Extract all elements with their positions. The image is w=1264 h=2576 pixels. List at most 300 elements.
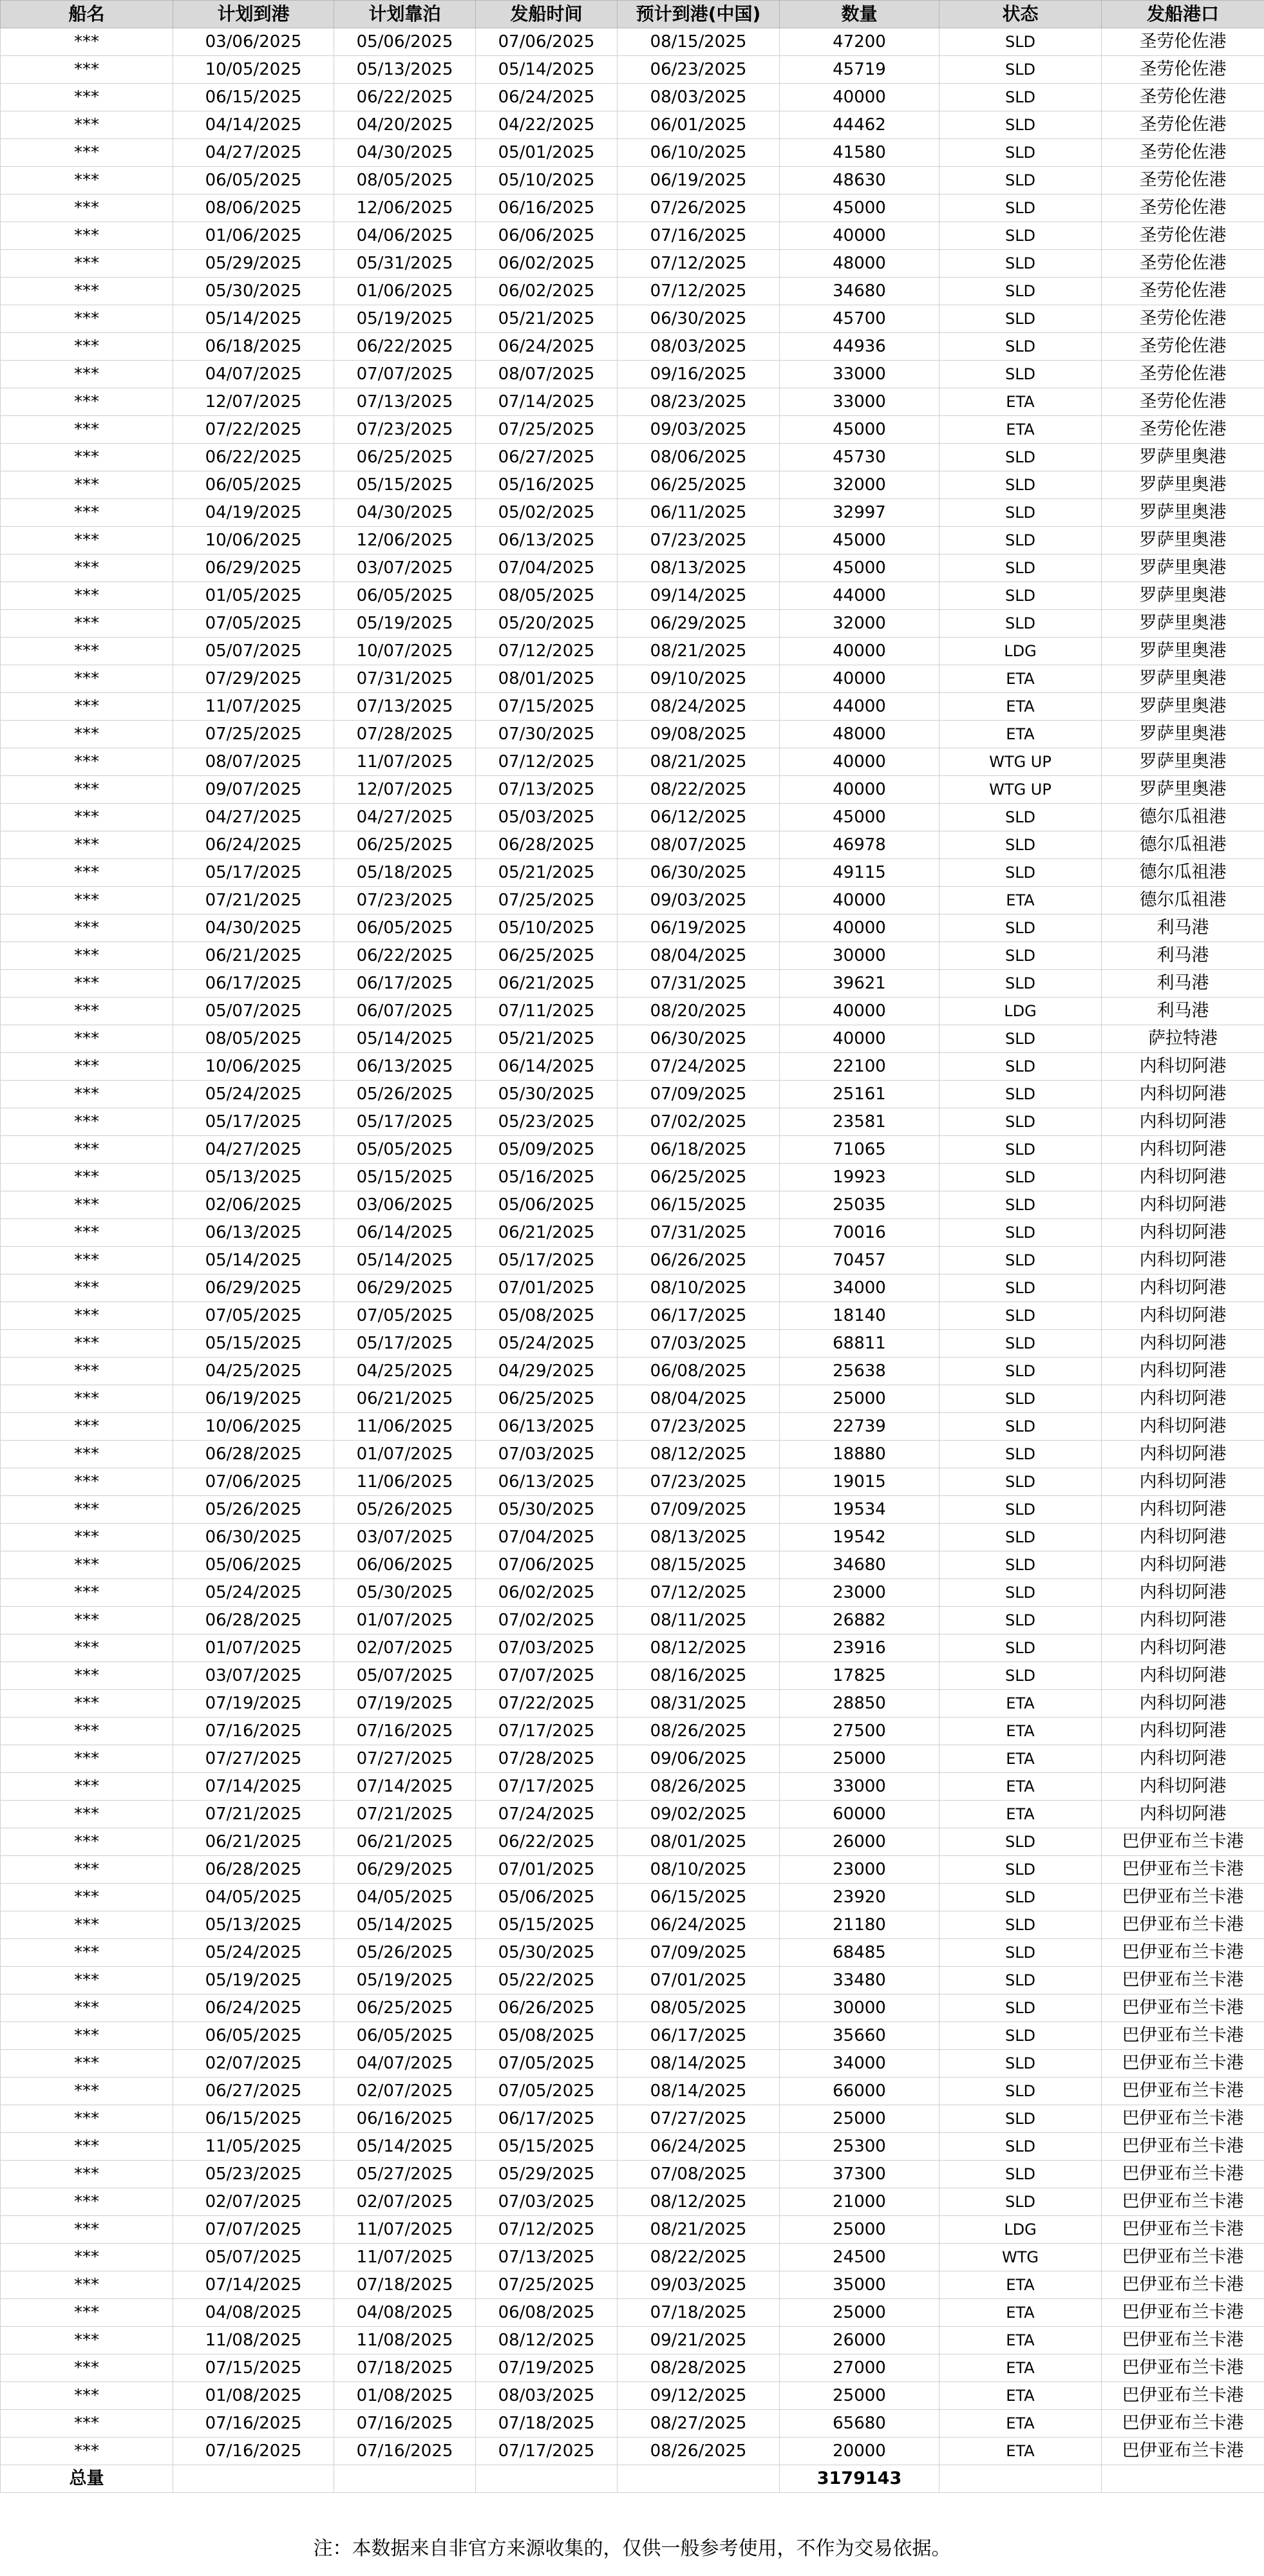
cell-planned-berthing: 07/05/2025: [334, 1302, 476, 1330]
cell-loading-port: 巴伊亚布兰卡港: [1102, 2078, 1264, 2105]
cell-eta-china: 06/30/2025: [618, 1025, 780, 1053]
cell-loading-port: 圣劳伦佐港: [1102, 250, 1264, 278]
cell-status: SLD: [939, 139, 1102, 167]
cell-vessel-name: ***: [1, 1191, 173, 1219]
cell-eta-china: 08/12/2025: [618, 1634, 780, 1662]
cell-planned-arrival: 06/30/2025: [173, 1524, 334, 1551]
cell-planned-berthing: 05/06/2025: [334, 28, 476, 56]
cell-quantity: 40000: [780, 222, 939, 250]
cell-vessel-name: ***: [1, 665, 173, 693]
cell-status: SLD: [939, 610, 1102, 638]
cell-quantity: 32000: [780, 471, 939, 499]
cell-departure-time: 07/06/2025: [476, 1551, 618, 1579]
cell-planned-arrival: 11/07/2025: [173, 693, 334, 721]
cell-planned-arrival: 08/05/2025: [173, 1025, 334, 1053]
cell-departure-time: 05/24/2025: [476, 1330, 618, 1358]
cell-planned-arrival: 05/24/2025: [173, 1081, 334, 1108]
table-row: [1, 2105, 1264, 2133]
cell-status: SLD: [939, 471, 1102, 499]
cell-vessel-name: ***: [1, 776, 173, 804]
cell-planned-arrival: 06/22/2025: [173, 444, 334, 471]
cell-status: SLD: [939, 2161, 1102, 2188]
cell-eta-china: 08/03/2025: [618, 333, 780, 361]
cell-departure-time: 06/02/2025: [476, 1579, 618, 1607]
cell-loading-port: 巴伊亚布兰卡港: [1102, 1994, 1264, 2022]
cell-quantity: 20000: [780, 2438, 939, 2465]
cell-status: SLD: [939, 250, 1102, 278]
cell-eta-china: 07/12/2025: [618, 1579, 780, 1607]
cell-eta-china: 07/31/2025: [618, 970, 780, 998]
cell-loading-port: 内科切阿港: [1102, 1191, 1264, 1219]
table-row: [1, 1081, 1264, 1108]
cell-loading-port: 内科切阿港: [1102, 1662, 1264, 1690]
cell-departure-time: 07/12/2025: [476, 2216, 618, 2244]
cell-eta-china: 06/19/2025: [618, 167, 780, 194]
cell-departure-time: 07/13/2025: [476, 2244, 618, 2271]
cell-vessel-name: ***: [1, 56, 173, 84]
cell-loading-port: 巴伊亚布兰卡港: [1102, 2188, 1264, 2216]
cell-departure-time: 06/25/2025: [476, 1385, 618, 1413]
cell-planned-berthing: 07/31/2025: [334, 665, 476, 693]
cell-vessel-name: ***: [1, 139, 173, 167]
cell-vessel-name: ***: [1, 1330, 173, 1358]
cell-vessel-name: ***: [1, 416, 173, 444]
cell-status: ETA: [939, 665, 1102, 693]
cell-planned-arrival: 06/15/2025: [173, 84, 334, 111]
cell-departure-time: 08/05/2025: [476, 582, 618, 610]
cell-eta-china: 08/23/2025: [618, 388, 780, 416]
cell-status: SLD: [939, 333, 1102, 361]
cell-vessel-name: ***: [1, 2078, 173, 2105]
cell-quantity: 39621: [780, 970, 939, 998]
cell-status: ETA: [939, 693, 1102, 721]
cell-planned-arrival: 06/27/2025: [173, 2078, 334, 2105]
cell-loading-port: 内科切阿港: [1102, 1247, 1264, 1274]
cell-status: ETA: [939, 1745, 1102, 1773]
cell-planned-arrival: 05/24/2025: [173, 1939, 334, 1967]
cell-quantity: 23000: [780, 1579, 939, 1607]
cell-planned-arrival: 04/14/2025: [173, 111, 334, 139]
cell-planned-arrival: 07/06/2025: [173, 1468, 334, 1496]
table-row: [1, 970, 1264, 998]
cell-departure-time: 05/01/2025: [476, 139, 618, 167]
cell-quantity: 40000: [780, 1025, 939, 1053]
cell-departure-time: 05/23/2025: [476, 1108, 618, 1136]
cell-eta-china: 08/15/2025: [618, 1551, 780, 1579]
cell-vessel-name: ***: [1, 748, 173, 776]
cell-eta-china: 09/06/2025: [618, 1745, 780, 1773]
cell-planned-berthing: 05/19/2025: [334, 1967, 476, 1994]
table-row: [1, 1330, 1264, 1358]
cell-eta-china: 06/18/2025: [618, 1136, 780, 1164]
cell-departure-time: 07/06/2025: [476, 28, 618, 56]
cell-loading-port: 圣劳伦佐港: [1102, 305, 1264, 333]
cell-eta-china: 08/14/2025: [618, 2078, 780, 2105]
cell-vessel-name: ***: [1, 305, 173, 333]
cell-vessel-name: ***: [1, 914, 173, 942]
cell-planned-arrival: 04/19/2025: [173, 499, 334, 527]
cell-status: SLD: [939, 1385, 1102, 1413]
cell-loading-port: 巴伊亚布兰卡港: [1102, 2271, 1264, 2299]
table-row: [1, 1911, 1264, 1939]
cell-eta-china: 08/22/2025: [618, 2244, 780, 2271]
cell-departure-time: 05/06/2025: [476, 1884, 618, 1911]
cell-quantity: 34680: [780, 1551, 939, 1579]
cell-quantity: 25000: [780, 2105, 939, 2133]
cell-status: ETA: [939, 2410, 1102, 2438]
cell-planned-berthing: 04/30/2025: [334, 499, 476, 527]
table-row: [1, 1607, 1264, 1634]
total-row: [1, 2465, 1264, 2493]
cell-quantity: 27500: [780, 1718, 939, 1745]
table-row: [1, 1939, 1264, 1967]
table-row: [1, 1468, 1264, 1496]
cell-planned-berthing: 05/14/2025: [334, 1025, 476, 1053]
cell-departure-time: 05/08/2025: [476, 2022, 618, 2050]
cell-quantity: 68811: [780, 1330, 939, 1358]
cell-eta-china: 08/16/2025: [618, 1662, 780, 1690]
cell-planned-berthing: 07/28/2025: [334, 721, 476, 748]
table-row: [1, 1828, 1264, 1856]
table-row: [1, 2410, 1264, 2438]
cell-loading-port: 内科切阿港: [1102, 1330, 1264, 1358]
cell-status: ETA: [939, 388, 1102, 416]
cell-status: SLD: [939, 1967, 1102, 1994]
table-row: [1, 1662, 1264, 1690]
cell-status: SLD: [939, 554, 1102, 582]
cell-departure-time: 05/30/2025: [476, 1939, 618, 1967]
cell-vessel-name: ***: [1, 388, 173, 416]
cell-loading-port: 利马港: [1102, 970, 1264, 998]
table-row: [1, 1690, 1264, 1718]
cell-vessel-name: ***: [1, 1773, 173, 1801]
cell-quantity: 48630: [780, 167, 939, 194]
table-row: [1, 1358, 1264, 1385]
cell-quantity: 22739: [780, 1413, 939, 1441]
cell-planned-berthing: 05/19/2025: [334, 610, 476, 638]
cell-departure-time: 07/17/2025: [476, 2438, 618, 2465]
cell-quantity: 19534: [780, 1496, 939, 1524]
table-row: [1, 444, 1264, 471]
cell-loading-port: 内科切阿港: [1102, 1274, 1264, 1302]
cell-loading-port: 罗萨里奥港: [1102, 582, 1264, 610]
cell-planned-berthing: 05/26/2025: [334, 1496, 476, 1524]
cell-loading-port: 圣劳伦佐港: [1102, 139, 1264, 167]
cell-vessel-name: ***: [1, 1025, 173, 1053]
cell-quantity: 48000: [780, 250, 939, 278]
cell-eta-china: 06/26/2025: [618, 1247, 780, 1274]
table-row: [1, 1524, 1264, 1551]
table-row: [1, 2244, 1264, 2271]
table-row: [1, 167, 1264, 194]
cell-eta-china: 08/06/2025: [618, 444, 780, 471]
table-row: [1, 582, 1264, 610]
cell-planned-arrival: 06/05/2025: [173, 167, 334, 194]
table-row: [1, 638, 1264, 665]
cell-planned-berthing: 07/18/2025: [334, 2354, 476, 2382]
cell-eta-china: 08/12/2025: [618, 2188, 780, 2216]
cell-eta-china: 09/03/2025: [618, 416, 780, 444]
cell-vessel-name: ***: [1, 1524, 173, 1551]
cell-loading-port: 罗萨里奥港: [1102, 610, 1264, 638]
cell-vessel-name: ***: [1, 1302, 173, 1330]
table-body: [1, 28, 1264, 2465]
cell-planned-berthing: 11/07/2025: [334, 748, 476, 776]
cell-planned-berthing: 01/08/2025: [334, 2382, 476, 2410]
cell-loading-port: 利马港: [1102, 914, 1264, 942]
cell-planned-berthing: 07/23/2025: [334, 416, 476, 444]
cell-vessel-name: ***: [1, 1718, 173, 1745]
cell-status: SLD: [939, 2022, 1102, 2050]
cell-status: SLD: [939, 582, 1102, 610]
table-row: [1, 1274, 1264, 1302]
cell-planned-berthing: 03/07/2025: [334, 1524, 476, 1551]
cell-vessel-name: ***: [1, 1551, 173, 1579]
cell-departure-time: 07/04/2025: [476, 554, 618, 582]
cell-planned-berthing: 05/15/2025: [334, 1164, 476, 1191]
cell-departure-time: 07/17/2025: [476, 1718, 618, 1745]
cell-planned-arrival: 12/07/2025: [173, 388, 334, 416]
cell-planned-berthing: 05/13/2025: [334, 56, 476, 84]
cell-planned-arrival: 05/07/2025: [173, 2244, 334, 2271]
cell-eta-china: 06/10/2025: [618, 139, 780, 167]
table-row: [1, 2133, 1264, 2161]
cell-departure-time: 05/10/2025: [476, 167, 618, 194]
cell-eta-china: 08/27/2025: [618, 2410, 780, 2438]
table-row: [1, 887, 1264, 914]
cell-loading-port: 巴伊亚布兰卡港: [1102, 2327, 1264, 2354]
table-row: [1, 56, 1264, 84]
cell-departure-time: 07/02/2025: [476, 1607, 618, 1634]
cell-status: SLD: [939, 804, 1102, 831]
cell-vessel-name: ***: [1, 1136, 173, 1164]
cell-quantity: 45000: [780, 554, 939, 582]
cell-planned-arrival: 01/05/2025: [173, 582, 334, 610]
cell-planned-berthing: 01/06/2025: [334, 278, 476, 305]
cell-departure-time: 07/04/2025: [476, 1524, 618, 1551]
cell-vessel-name: ***: [1, 1828, 173, 1856]
cell-status: SLD: [939, 2188, 1102, 2216]
cell-status: ETA: [939, 416, 1102, 444]
cell-vessel-name: ***: [1, 554, 173, 582]
cell-planned-arrival: 04/25/2025: [173, 1358, 334, 1385]
cell-planned-arrival: 06/21/2025: [173, 1828, 334, 1856]
cell-planned-arrival: 05/19/2025: [173, 1967, 334, 1994]
cell-planned-berthing: 06/05/2025: [334, 2022, 476, 2050]
cell-loading-port: 内科切阿港: [1102, 1551, 1264, 1579]
table-row: [1, 1801, 1264, 1828]
cell-eta-china: 08/11/2025: [618, 1607, 780, 1634]
table-row: [1, 111, 1264, 139]
cell-departure-time: 05/15/2025: [476, 2133, 618, 2161]
cell-quantity: 30000: [780, 1994, 939, 2022]
cell-loading-port: 巴伊亚布兰卡港: [1102, 1967, 1264, 1994]
cell-departure-time: 05/03/2025: [476, 804, 618, 831]
cell-quantity: 25000: [780, 2382, 939, 2410]
cell-planned-berthing: 04/25/2025: [334, 1358, 476, 1385]
cell-planned-arrival: 07/22/2025: [173, 416, 334, 444]
cell-vessel-name: ***: [1, 2438, 173, 2465]
cell-status: ETA: [939, 2299, 1102, 2327]
cell-quantity: 26000: [780, 1828, 939, 1856]
cell-loading-port: 圣劳伦佐港: [1102, 278, 1264, 305]
cell-planned-arrival: 06/28/2025: [173, 1856, 334, 1884]
cell-quantity: 66000: [780, 2078, 939, 2105]
cell-status: SLD: [939, 361, 1102, 388]
cell-vessel-name: ***: [1, 721, 173, 748]
cell-departure-time: 06/28/2025: [476, 831, 618, 859]
cell-departure-time: 07/14/2025: [476, 388, 618, 416]
cell-vessel-name: ***: [1, 1247, 173, 1274]
cell-status: SLD: [939, 278, 1102, 305]
cell-eta-china: 07/23/2025: [618, 1468, 780, 1496]
cell-departure-time: 05/21/2025: [476, 859, 618, 887]
table-row: [1, 693, 1264, 721]
cell-loading-port: 圣劳伦佐港: [1102, 84, 1264, 111]
cell-vessel-name: ***: [1, 84, 173, 111]
cell-loading-port: 巴伊亚布兰卡港: [1102, 2050, 1264, 2078]
cell-departure-time: 07/01/2025: [476, 1856, 618, 1884]
cell-loading-port: 圣劳伦佐港: [1102, 56, 1264, 84]
cell-loading-port: 圣劳伦佐港: [1102, 222, 1264, 250]
cell-planned-arrival: 07/07/2025: [173, 2216, 334, 2244]
cell-vessel-name: ***: [1, 970, 173, 998]
cell-planned-berthing: 04/20/2025: [334, 111, 476, 139]
cell-departure-time: 06/14/2025: [476, 1053, 618, 1081]
cell-status: SLD: [939, 111, 1102, 139]
cell-planned-berthing: 07/16/2025: [334, 1718, 476, 1745]
cell-quantity: 45000: [780, 416, 939, 444]
table-row: [1, 554, 1264, 582]
cell-quantity: 41580: [780, 139, 939, 167]
table-row: [1, 1496, 1264, 1524]
cell-planned-arrival: 06/18/2025: [173, 333, 334, 361]
cell-eta-china: 06/15/2025: [618, 1191, 780, 1219]
cell-eta-china: 08/10/2025: [618, 1856, 780, 1884]
cell-planned-arrival: 06/13/2025: [173, 1219, 334, 1247]
cell-departure-time: 05/15/2025: [476, 1911, 618, 1939]
cell-quantity: 44936: [780, 333, 939, 361]
cell-loading-port: 内科切阿港: [1102, 1108, 1264, 1136]
cell-status: ETA: [939, 887, 1102, 914]
cell-quantity: 32997: [780, 499, 939, 527]
table-row: [1, 721, 1264, 748]
cell-planned-arrival: 06/28/2025: [173, 1607, 334, 1634]
cell-status: SLD: [939, 914, 1102, 942]
total-empty-cell: [939, 2465, 1102, 2493]
cell-planned-arrival: 07/21/2025: [173, 1801, 334, 1828]
cell-status: SLD: [939, 305, 1102, 333]
cell-loading-port: 德尔瓜祖港: [1102, 804, 1264, 831]
cell-status: ETA: [939, 2271, 1102, 2299]
cell-status: SLD: [939, 499, 1102, 527]
cell-quantity: 40000: [780, 914, 939, 942]
cell-eta-china: 06/24/2025: [618, 1911, 780, 1939]
cell-loading-port: 罗萨里奥港: [1102, 748, 1264, 776]
cell-planned-berthing: 06/17/2025: [334, 970, 476, 998]
cell-quantity: 19542: [780, 1524, 939, 1551]
cell-planned-arrival: 10/06/2025: [173, 1053, 334, 1081]
cell-planned-arrival: 03/06/2025: [173, 28, 334, 56]
cell-planned-berthing: 05/14/2025: [334, 1247, 476, 1274]
cell-status: SLD: [939, 1413, 1102, 1441]
cell-eta-china: 08/21/2025: [618, 638, 780, 665]
cell-quantity: 44462: [780, 111, 939, 139]
cell-quantity: 34000: [780, 1274, 939, 1302]
cell-planned-arrival: 05/17/2025: [173, 859, 334, 887]
cell-status: SLD: [939, 1108, 1102, 1136]
table-row: [1, 1773, 1264, 1801]
cell-quantity: 49115: [780, 859, 939, 887]
cell-planned-berthing: 11/07/2025: [334, 2216, 476, 2244]
cell-quantity: 33000: [780, 1773, 939, 1801]
cell-vessel-name: ***: [1, 2271, 173, 2299]
table-row: [1, 1745, 1264, 1773]
cell-loading-port: 巴伊亚布兰卡港: [1102, 1856, 1264, 1884]
cell-planned-arrival: 07/15/2025: [173, 2354, 334, 2382]
cell-vessel-name: ***: [1, 1607, 173, 1634]
cell-eta-china: 07/23/2025: [618, 527, 780, 554]
cell-vessel-name: ***: [1, 1274, 173, 1302]
cell-status: SLD: [939, 859, 1102, 887]
cell-quantity: 40000: [780, 776, 939, 804]
cell-planned-berthing: 06/05/2025: [334, 914, 476, 942]
cell-loading-port: 圣劳伦佐港: [1102, 416, 1264, 444]
cell-planned-arrival: 06/19/2025: [173, 1385, 334, 1413]
cell-departure-time: 05/30/2025: [476, 1496, 618, 1524]
cell-planned-berthing: 05/17/2025: [334, 1108, 476, 1136]
cell-planned-berthing: 06/22/2025: [334, 942, 476, 970]
cell-departure-time: 05/21/2025: [476, 305, 618, 333]
cell-quantity: 25000: [780, 1745, 939, 1773]
cell-vessel-name: ***: [1, 1634, 173, 1662]
cell-loading-port: 内科切阿港: [1102, 1136, 1264, 1164]
cell-loading-port: 巴伊亚布兰卡港: [1102, 2410, 1264, 2438]
cell-status: ETA: [939, 2382, 1102, 2410]
cell-status: SLD: [939, 1219, 1102, 1247]
cell-quantity: 25300: [780, 2133, 939, 2161]
table-row: [1, 139, 1264, 167]
cell-loading-port: 内科切阿港: [1102, 1773, 1264, 1801]
cell-planned-arrival: 04/27/2025: [173, 804, 334, 831]
cell-vessel-name: ***: [1, 250, 173, 278]
cell-eta-china: 08/04/2025: [618, 942, 780, 970]
cell-status: SLD: [939, 1274, 1102, 1302]
cell-departure-time: 08/07/2025: [476, 361, 618, 388]
cell-status: SLD: [939, 1607, 1102, 1634]
table-row: [1, 1108, 1264, 1136]
cell-departure-time: 07/11/2025: [476, 998, 618, 1025]
cell-departure-time: 06/24/2025: [476, 333, 618, 361]
cell-vessel-name: ***: [1, 527, 173, 554]
cell-status: SLD: [939, 56, 1102, 84]
cell-loading-port: 巴伊亚布兰卡港: [1102, 2161, 1264, 2188]
cell-loading-port: 内科切阿港: [1102, 1607, 1264, 1634]
cell-eta-china: 08/14/2025: [618, 2050, 780, 2078]
cell-loading-port: 罗萨里奥港: [1102, 554, 1264, 582]
cell-quantity: 25000: [780, 2299, 939, 2327]
cell-planned-arrival: 01/06/2025: [173, 222, 334, 250]
table-row: [1, 2078, 1264, 2105]
cell-departure-time: 05/30/2025: [476, 1081, 618, 1108]
cell-eta-china: 06/12/2025: [618, 804, 780, 831]
cell-eta-china: 09/02/2025: [618, 1801, 780, 1828]
cell-loading-port: 内科切阿港: [1102, 1413, 1264, 1441]
cell-status: ETA: [939, 2438, 1102, 2465]
cell-status: SLD: [939, 1441, 1102, 1468]
table-row: [1, 776, 1264, 804]
cell-vessel-name: ***: [1, 998, 173, 1025]
